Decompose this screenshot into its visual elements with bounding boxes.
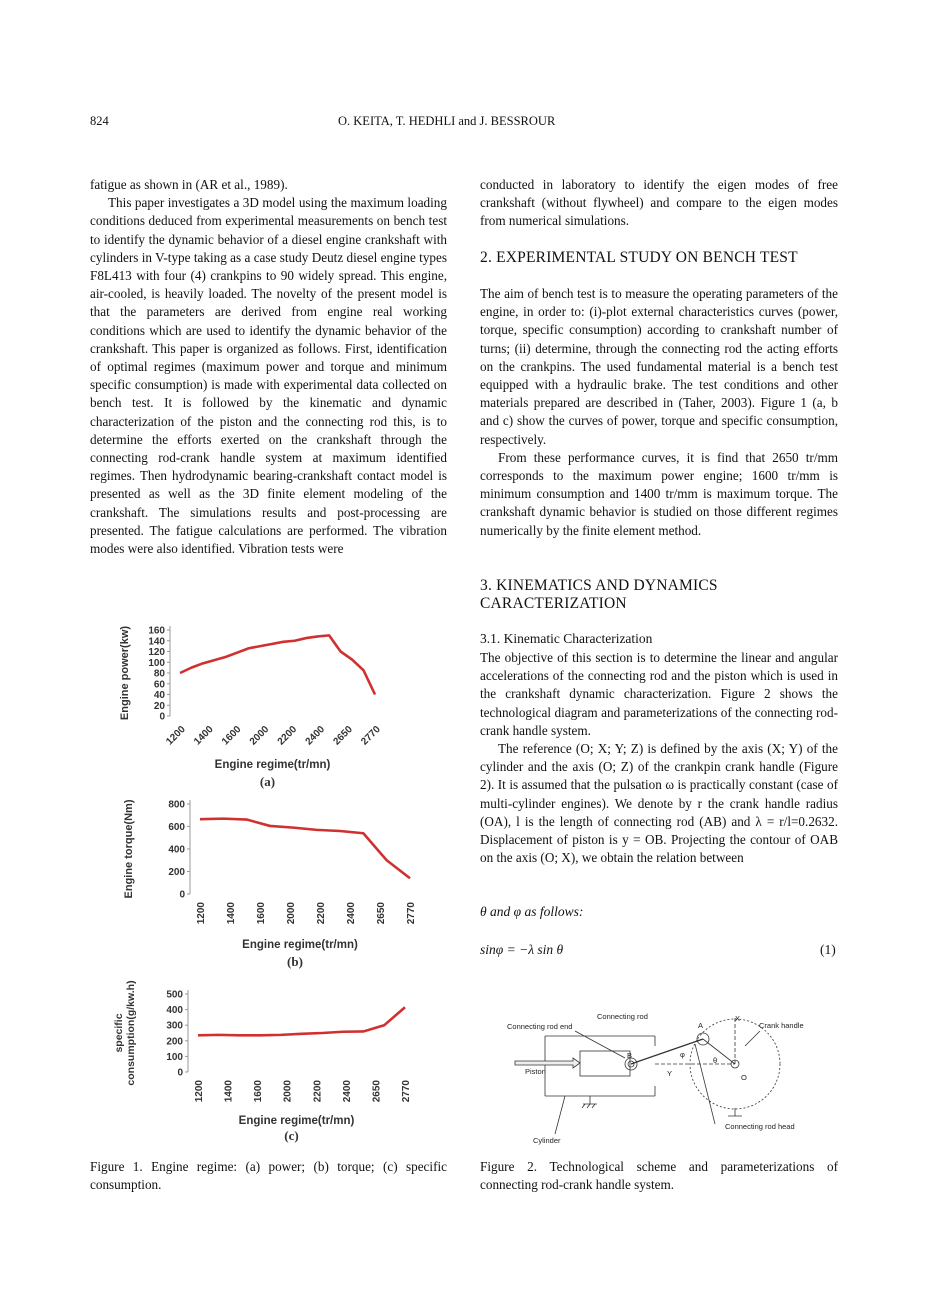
y-tick-label: 500	[166, 989, 183, 1001]
y-tick-label: 60	[153, 679, 165, 691]
label-connecting-rod-head: Connecting rod head	[725, 1122, 795, 1131]
x-tick-label: 1200	[164, 724, 188, 748]
x-axis-label: Engine regime(tr/mn)	[238, 1115, 355, 1127]
y-axis-label: Engine power(kw)	[119, 625, 131, 721]
x-tick-label: 2650	[376, 902, 387, 925]
x-tick-label: 1600	[219, 724, 244, 748]
relation-line: θ and φ as follows:	[480, 904, 584, 919]
x-axis-label: Engine regime(tr/mn)	[214, 759, 331, 771]
y-tick-label: 100	[166, 1051, 183, 1063]
paragraph: The aim of bench test is to measure the operating parameters of the engine, in order to: (i)-plot external characteristics curves (power, torque, specific consumption) according to crankshaft number of turns; (ii) determine, through the connecting rod the acting efforts on the crankpins. The used fundamental material is a bench test equipped with a hydraulic brake. The test conditions and other materials prepared are described in (Taher, 2003). Figure 1 (a, b and c) show the curves of power, torque and specific consumption, respectively.	[480, 286, 838, 447]
paragraph: conducted in laboratory to identify the eigen modes of free crankshaft (without flywheel) and compare to the eigen modes from numerical simulations.	[480, 177, 838, 229]
x-tick-label: 1200	[196, 902, 207, 925]
chart-3	[113, 980, 412, 1143]
paragraph: The objective of this section is to determine the linear and angular accelerations of the connecting rod and the piston which is used in the crankshaft dynamic characterization. Figure 2 shows the technological diagram and parameterizations of the connecting rod-crank handle system.	[480, 650, 838, 738]
chart-2	[123, 799, 417, 969]
paragraph: fatigue as shown in (AR et al., 1989).	[90, 177, 288, 192]
y-tick-label: 80	[153, 668, 165, 680]
x-axis-label: Engine regime(tr/mn)	[242, 939, 358, 951]
paragraph: The reference (O; X; Y; Z) is defined by the axis (X; Y) of the cylinder and the axis (O; Z) of the crankpin crank handle (Figure 2). It is assumed that the pulsation ω is practically constant (case of multi-cylinder engines). We denote by r the crank handle radius (OA), l is the length of connecting rod (AB) and λ = r/l=0.2632. Displacement of piston is y = OB. Projecting the contour of OAB on the axis (O; X), we obtain the relation between	[480, 741, 838, 866]
y-tick-label: 40	[153, 690, 165, 701]
y-tick-label: 140	[148, 636, 165, 648]
x-tick-label: 1400	[226, 902, 237, 925]
y-tick-label: 800	[168, 799, 185, 811]
running-head: O. KEITA, T. HEDHLI and J. BESSROUR	[338, 114, 556, 128]
y-tick-label: 400	[166, 1005, 183, 1017]
equation-number: (1)	[820, 942, 836, 957]
section-heading-2: 2. EXPERIMENTAL STUDY ON BENCH TEST	[480, 249, 798, 266]
y-axis-label: Engine torque(Nm)	[123, 799, 135, 899]
x-tick-label: 2200	[312, 1080, 324, 1103]
y-tick-label: 0	[159, 711, 165, 723]
subsection-heading: 3.1. Kinematic Characterization	[480, 631, 653, 646]
y-tick-label: 300	[166, 1020, 183, 1032]
x-tick-label: 1400	[223, 1080, 235, 1103]
label-theta: θ	[713, 1056, 718, 1065]
right-column-sec31	[480, 649, 838, 867]
figure-1	[110, 618, 440, 1158]
series-line	[198, 1007, 405, 1035]
label-A: A	[698, 1021, 704, 1030]
right-column-sec2	[480, 285, 838, 540]
y-tick-label: 20	[153, 700, 165, 712]
paragraph: This paper investigates a 3D model using the maximum loading conditions deduced from experimental measurements on bench test to identify the dynamic behavior of a diesel engine crankshaft with cylinders in V-type taking as a case study Deutz diesel engine types F8L413 with four (4) crankpins to 90 widely spread. This engine, air-cooled, is heavily loaded. The novelty of the present model is that the parameters are derived from engine real working conditions which are used to identify the dynamic behavior of the crankshaft. This paper is organized as follows. First, identification of optimal regimes (maximum power and torque and minimum specific consumption) is made with experimental data collected on bench test. It is followed by the kinematic and dynamic characterization of the piston and the connecting rod this, is to determine the efforts exerted on the crankshaft through the connecting rod-crank handle system at maximum identified regimes. Then hydrodynamic bearing-crankshaft contact model is presented as well as the 3D finite element modeling of the crankshaft. The simulations results and post-processing are presented. The fatigue calculations are performed. The vibration modes were also identified. Vibration tests were	[90, 195, 447, 557]
y-tick-label: 400	[168, 844, 185, 856]
x-tick-label: 2650	[371, 1080, 383, 1103]
y-tick-label: 160	[148, 625, 165, 637]
figure-1-caption: Figure 1. Engine regime: (a) power; (b) torque; (c) specific consumption.	[90, 1159, 447, 1192]
panel-tag: (c)	[284, 1128, 299, 1143]
label-X: X	[735, 1014, 741, 1023]
label-O: O	[741, 1073, 747, 1082]
label-Y: Y	[667, 1069, 673, 1078]
label-phi: φ	[680, 1050, 685, 1059]
label-B: B	[627, 1051, 633, 1060]
panel-tag: (a)	[259, 774, 276, 789]
chart-1	[119, 626, 383, 790]
y-tick-label: 120	[148, 647, 165, 658]
x-tick-label: 2770	[406, 902, 417, 925]
panel-tag: (b)	[287, 954, 303, 969]
y-tick-label: 0	[179, 889, 185, 901]
y-tick-label: 200	[168, 867, 185, 878]
x-tick-label: 2770	[401, 1080, 412, 1103]
x-tick-label: 2400	[303, 724, 328, 748]
label-crank-handle: Crank handle	[759, 1021, 804, 1030]
x-tick-label: 2200	[316, 902, 327, 925]
equation-1: sinφ = −λ sin θ	[480, 942, 564, 957]
page-number: 824	[90, 114, 109, 128]
x-tick-label: 2000	[282, 1080, 294, 1103]
x-tick-label: 2000	[247, 724, 272, 748]
label-cylinder: Cylinder	[533, 1136, 561, 1145]
section-heading-3: 3. KINEMATICS AND DYNAMICS CARACTERIZATION	[480, 577, 718, 612]
figure-2-caption: Figure 2. Technological scheme and parameterizations of connecting rod-crank handle system.	[480, 1159, 838, 1192]
label-connecting-rod: Connecting rod	[597, 1012, 648, 1021]
x-tick-label: 1600	[256, 902, 267, 925]
label-connecting-rod-end: Connecting rod end	[507, 1022, 573, 1031]
series-line	[200, 819, 410, 879]
left-column-text	[90, 176, 447, 558]
x-tick-label: 2400	[341, 1080, 353, 1103]
x-tick-label: 1400	[192, 724, 216, 748]
y-axis-label: consumption(g/kw.h)	[125, 980, 137, 1086]
x-tick-label: 1600	[253, 1080, 265, 1103]
paragraph: From these performance curves, it is find that 2650 tr/mm corresponds to the maximum power engine; 1600 tr/mm is minimum consumption and 1400 tr/mm is maximum torque. The crankshaft dynamic behavior is studied on those different regimes numerically by the finite element method.	[480, 449, 838, 538]
right-column-top	[480, 176, 838, 231]
y-tick-label: 0	[177, 1067, 183, 1079]
x-tick-label: 2650	[331, 724, 355, 748]
figure-2-diagram	[505, 1006, 835, 1156]
x-tick-label: 2200	[275, 724, 300, 748]
label-piston: Piston	[525, 1067, 546, 1076]
x-tick-label: 1200	[194, 1080, 205, 1103]
series-line	[180, 635, 375, 694]
x-tick-label: 2770	[359, 724, 383, 748]
x-tick-label: 2000	[286, 902, 297, 925]
x-tick-label: 2400	[346, 902, 357, 925]
y-tick-label: 100	[148, 657, 165, 669]
y-axis-label: specific	[113, 1013, 125, 1053]
y-tick-label: 600	[168, 822, 185, 833]
y-tick-label: 200	[166, 1036, 183, 1048]
